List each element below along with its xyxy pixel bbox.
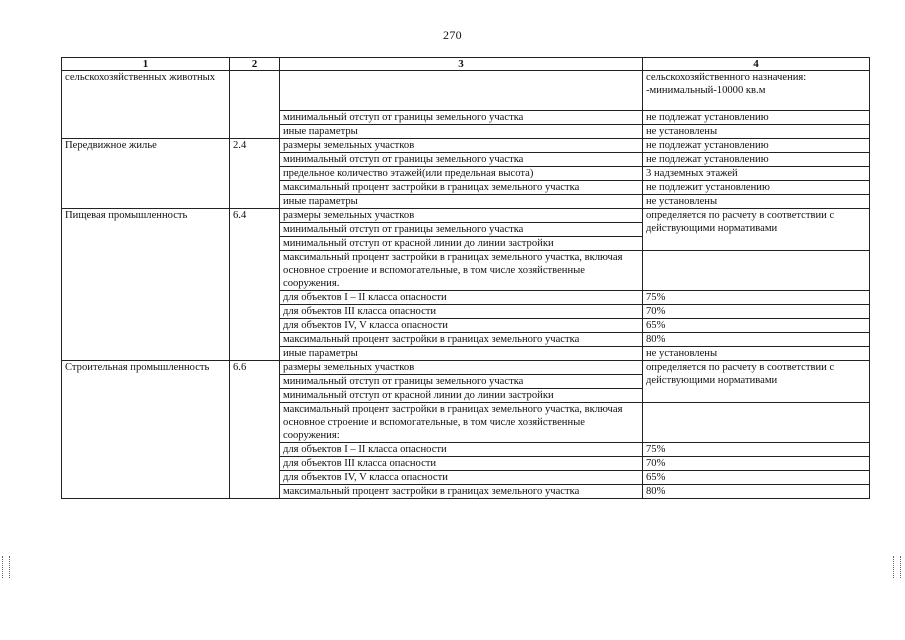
value-cell: не подлежат установлению (643, 139, 870, 153)
value-cell: не установлены (643, 125, 870, 139)
parameter-cell: для объектов I – II класса опасности (280, 291, 643, 305)
parameter-text: максимальный процент застройки в границах земельного участка, включая основное строение и вспомогательные, в том числе хозяйственные сооружения. (283, 252, 623, 289)
parameter-cell: максимальный процент застройки в границах земельного участка (280, 333, 643, 347)
table-row (62, 139, 870, 153)
value-cell (643, 403, 870, 443)
table-row (62, 71, 870, 111)
parameter-cell: минимальный отступ от границы земельного участка (280, 153, 643, 167)
value-cell: не установлены (643, 347, 870, 361)
use-type-cell: Строительная промышленность (62, 361, 230, 499)
value-cell: 75% (643, 443, 870, 457)
scan-edge-mark (2, 556, 10, 578)
value-cell: 65% (643, 471, 870, 485)
value-cell: определяется по расчету в соответствии с действующими нормативами (643, 209, 870, 251)
value-cell: не подлежат установлению (643, 153, 870, 167)
code-cell: 6.6 (230, 361, 280, 499)
use-type-cell: Пищевая промышленность (62, 209, 230, 361)
parameter-cell: минимальный отступ от красной линии до линии застройки (280, 389, 643, 403)
value-cell: не подлежат установлению (643, 111, 870, 125)
parameter-cell: размеры земельных участков (280, 209, 643, 223)
value-cell: определяется по расчету в соответствии с действующими нормативами (643, 361, 870, 403)
use-type-cell: сельскохозяйственных животных (62, 71, 230, 139)
parameter-cell: для объектов III класса опасности (280, 457, 643, 471)
use-type-cell: Передвижное жилье (62, 139, 230, 209)
parameter-cell: иные параметры (280, 347, 643, 361)
page-number: 270 (443, 28, 462, 42)
value-cell: 80% (643, 485, 870, 499)
parameter-cell: минимальный отступ от границы земельного участка (280, 375, 643, 389)
parameter-cell: минимальный отступ от красной линии до линии застройки (280, 237, 643, 251)
scan-edge-mark (893, 556, 901, 578)
column-header: 1 (62, 58, 230, 71)
parameter-cell: для объектов I – II класса опасности (280, 443, 643, 457)
table-row (62, 209, 870, 223)
value-cell: 80% (643, 333, 870, 347)
parameter-cell: минимальный отступ от границы земельного участка (280, 223, 643, 237)
parameter-cell: иные параметры (280, 125, 643, 139)
value-cell: не подлежит установлению (643, 181, 870, 195)
parameter-cell: размеры земельных участков (280, 361, 643, 375)
parameter-text: максимальный процент застройки в границах земельного участка, включая основное строение и вспомогательные, в том числе хозяйственные сооружения: (283, 404, 623, 441)
parameter-cell: минимальный отступ от границы земельного участка (280, 111, 643, 125)
parameter-cell: предельное количество этажей(или предельная высота) (280, 167, 643, 181)
parameter-cell (280, 71, 643, 111)
header-row (62, 58, 870, 71)
parameter-cell: иные параметры (280, 195, 643, 209)
table-row (62, 361, 870, 375)
code-cell: 6.4 (230, 209, 280, 361)
parameter-cell: размеры земельных участков (280, 139, 643, 153)
column-header: 2 (230, 58, 280, 71)
value-cell: 65% (643, 319, 870, 333)
value-cell: 70% (643, 457, 870, 471)
parameter-cell: для объектов III класса опасности (280, 305, 643, 319)
value-cell: не установлены (643, 195, 870, 209)
value-cell: сельскохозяйственного назначения: -минимальный-10000 кв.м (643, 71, 870, 111)
value-cell: 70% (643, 305, 870, 319)
parameter-cell: максимальный процент застройки в границах земельного участка (280, 485, 643, 499)
regulations-table (61, 57, 870, 499)
parameter-cell: для объектов IV, V класса опасности (280, 319, 643, 333)
value-cell: 3 надземных этажей (643, 167, 870, 181)
parameter-cell (280, 403, 643, 443)
value-cell: 75% (643, 291, 870, 305)
parameter-cell: для объектов IV, V класса опасности (280, 471, 643, 485)
column-header: 4 (643, 58, 870, 71)
value-cell (643, 251, 870, 291)
column-header: 3 (280, 58, 643, 71)
code-cell: 2.4 (230, 139, 280, 209)
parameter-cell: максимальный процент застройки в границах земельного участка (280, 181, 643, 195)
parameter-cell (280, 251, 643, 291)
code-cell (230, 71, 280, 139)
